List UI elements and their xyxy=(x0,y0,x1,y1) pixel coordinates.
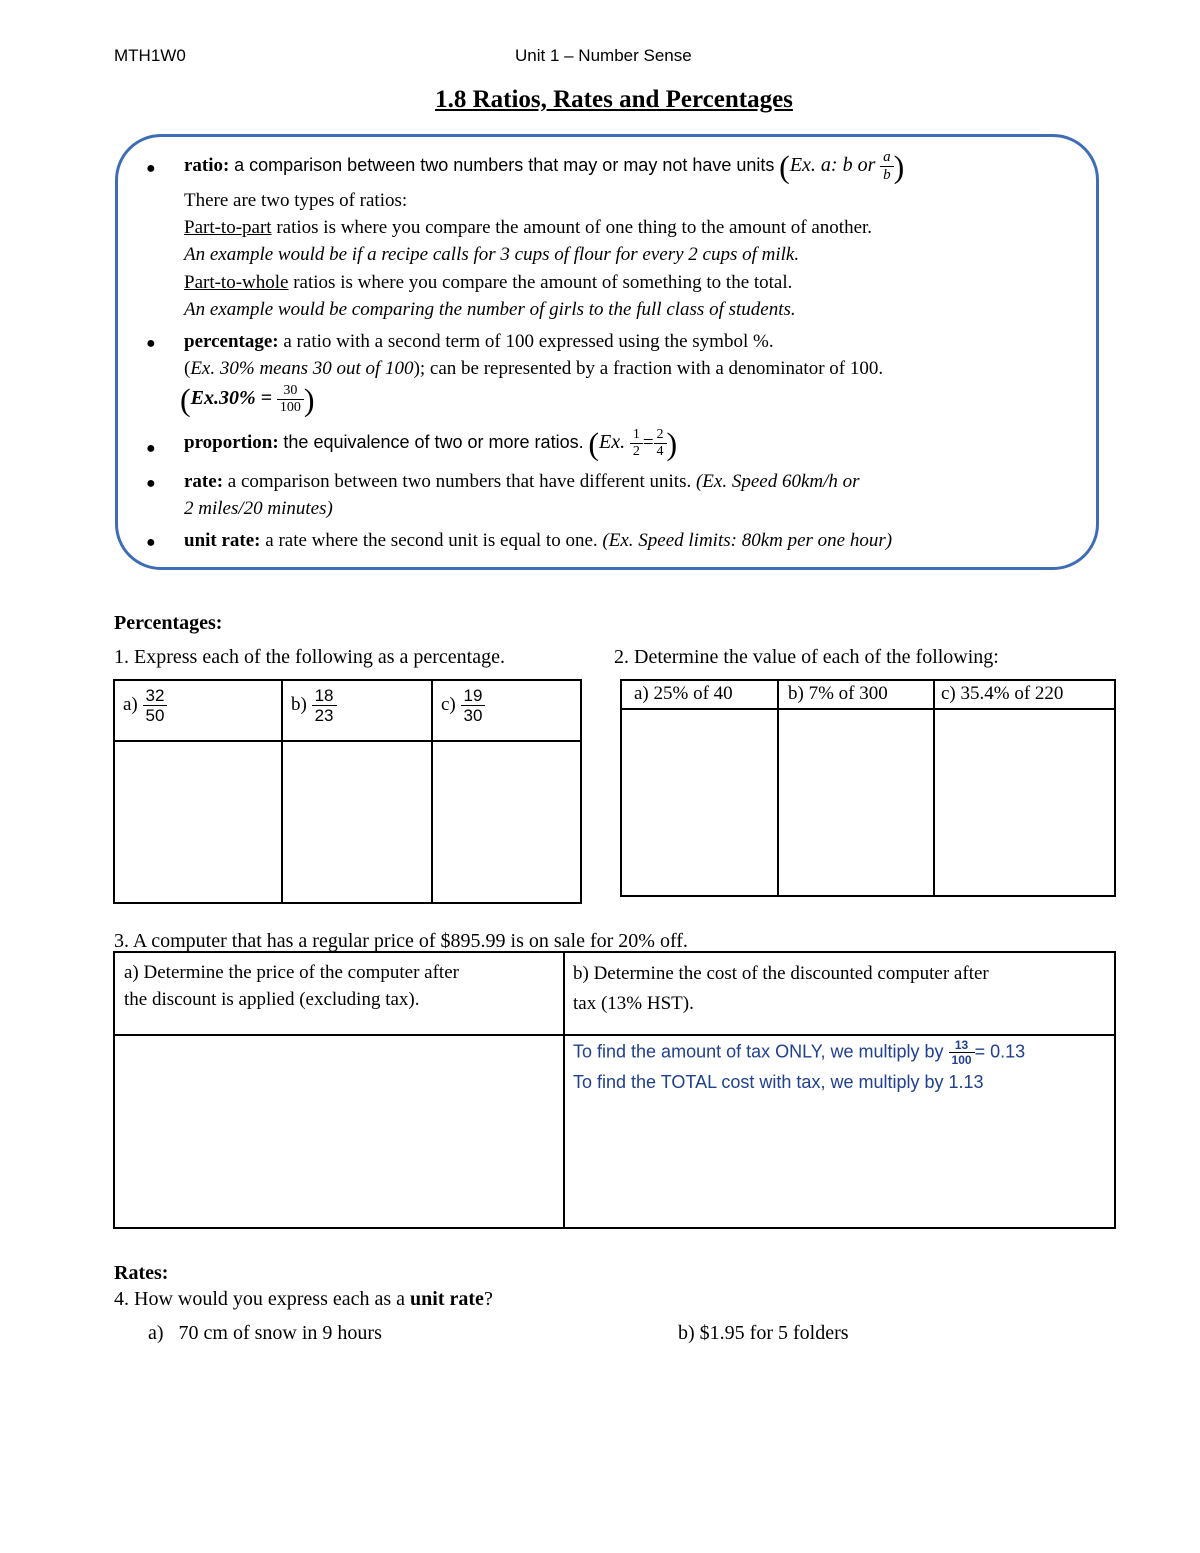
q1-cell-b: b) $\frac{18}{23}$ xyxy=(291,687,337,724)
q2-cell-a: a) 25% of 40 xyxy=(634,683,733,704)
q4-prompt: 4. How would you express each as a unit rate? xyxy=(114,1288,493,1310)
part-to-part-example: An example would be if a recipe calls for 3 cups of flour for every 2 cups of milk. xyxy=(184,244,800,265)
q3-cell-a: a) Determine the price of the computer after the discount is applied (excluding tax). xyxy=(124,962,459,1010)
bullet-icon: ● xyxy=(146,335,156,352)
q1-cell-c: c) $\frac{19}{30}$ xyxy=(441,687,485,724)
q2-prompt: 2. Determine the value of each of the following: xyxy=(614,646,999,668)
q4-part-b: b) $1.95 for 5 folders xyxy=(678,1322,849,1344)
part-to-whole: Part-to-whole ratios is where you compare the amount of something to the total. xyxy=(184,272,793,293)
rates-heading: Rates: xyxy=(114,1262,169,1284)
q2-answer-b[interactable] xyxy=(779,710,933,895)
q2-answer-c[interactable] xyxy=(935,710,1114,895)
def-percentage: percentage: a ratio with a second term of 100 expressed using the symbol %. xyxy=(184,331,774,352)
bullet-icon: ● xyxy=(146,160,156,177)
bullet-icon: ● xyxy=(146,475,156,492)
q2-table xyxy=(620,679,1116,897)
bullet-icon: ● xyxy=(146,440,156,457)
q2-cell-c: c) 35.4% of 220 xyxy=(941,683,1064,704)
page-title: 1.8 Ratios, Rates and Percentages xyxy=(435,86,793,113)
course-code: MTH1W0 xyxy=(114,46,186,65)
q1-table xyxy=(113,679,582,904)
def-rate: rate: a comparison between two numbers that have different units. (Ex. Speed 60km/h or xyxy=(184,471,860,492)
q1-answer-b[interactable] xyxy=(282,741,431,903)
tax-hint-2: To find the TOTAL cost with tax, we multiply by 1.13 xyxy=(573,1072,984,1092)
unit-title: Unit 1 – Number Sense xyxy=(515,46,692,65)
ratio-types-intro: There are two types of ratios: xyxy=(184,190,408,211)
q3-prompt: 3. A computer that has a regular price of $895.99 is on sale for 20% off. xyxy=(114,930,688,952)
q2-answer-a[interactable] xyxy=(622,710,777,895)
q4-part-a: a) 70 cm of snow in 9 hours xyxy=(148,1322,382,1344)
percentages-heading: Percentages: xyxy=(114,612,223,634)
percentage-example: (Ex. 30% means 30 out of 100); can be represented by a fraction with a denominator of 100. xyxy=(184,358,884,379)
def-proportion: proportion: the equivalence of two or more ratios. (Ex. $\frac{1}{2}$ = $\frac{2}{4}$ ) xyxy=(184,425,678,462)
percentage-fraction: (Ex.30% = $\frac{30}{100}$ ) xyxy=(180,381,315,418)
q1-answer-c[interactable] xyxy=(432,741,580,903)
bullet-icon: ● xyxy=(146,534,156,551)
q3-table xyxy=(113,951,1116,1229)
q1-answer-a[interactable] xyxy=(115,741,281,903)
rate-example-cont: 2 miles/20 minutes) xyxy=(184,498,333,519)
q3-cell-b: b) Determine the cost of the discounted computer after tax (13% HST). xyxy=(573,963,989,1014)
q1-cell-a: a) $\frac{32}{50}$ xyxy=(123,687,167,724)
q1-prompt: 1. Express each of the following as a percentage. xyxy=(114,646,505,668)
q2-cell-b: b) 7% of 300 xyxy=(788,683,888,704)
q3-answer-a[interactable] xyxy=(115,1036,563,1227)
def-ratio: ratio: a comparison between two numbers that may or may not have units (Ex. a: b or $\frac{a}{b}$ ) xyxy=(184,148,905,185)
q3-answer-b[interactable] xyxy=(573,1039,1113,1227)
part-to-part: Part-to-part ratios is where you compare the amount of one thing to the amount of another. xyxy=(184,217,873,238)
tax-hint-1: To find the amount of tax ONLY, we multiply by $\frac{13}{100}$ = 0.13 xyxy=(573,1038,1026,1067)
def-unit-rate: unit rate: a rate where the second unit is equal to one. (Ex. Speed limits: 80km per one hour) xyxy=(184,530,893,551)
part-to-whole-example: An example would be comparing the number of girls to the full class of students. xyxy=(184,299,796,320)
